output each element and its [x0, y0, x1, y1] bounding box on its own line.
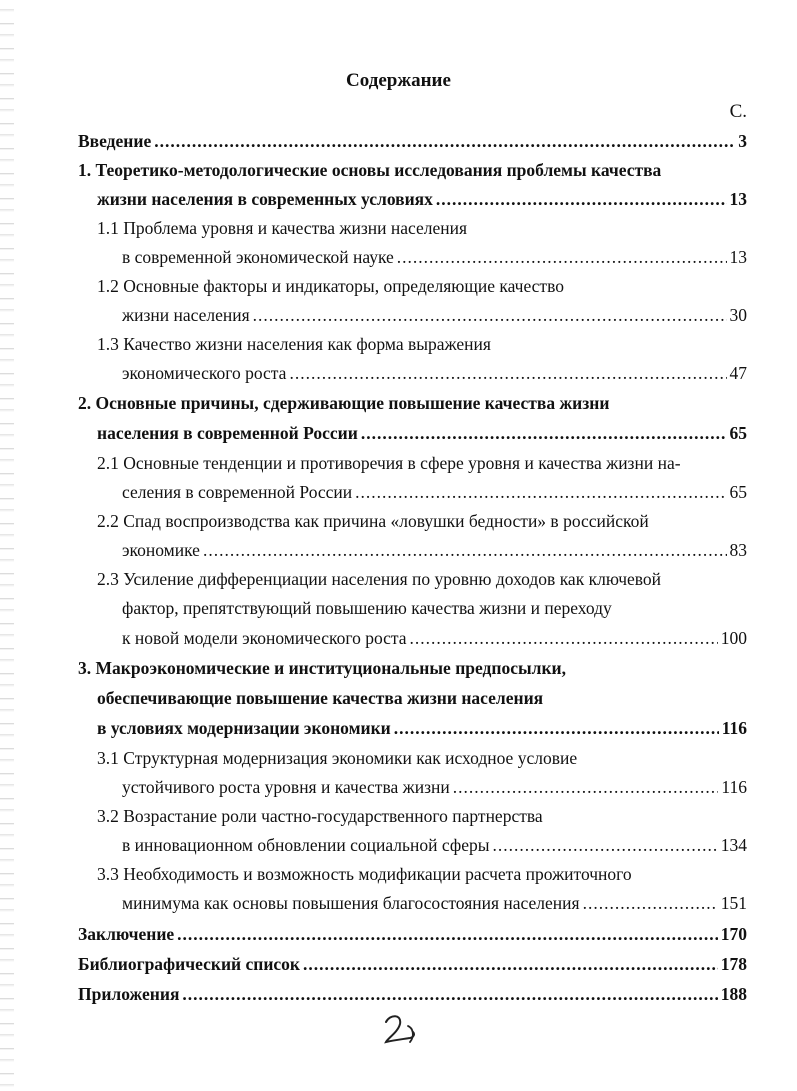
toc-chapter-3-continued[interactable] — [97, 684, 747, 713]
dot-leader — [410, 624, 718, 653]
toc-entry-text: жизни населения в современных условиях — [97, 189, 433, 209]
toc-entry-text: селения в современной России — [122, 482, 353, 502]
dot-leader — [397, 243, 727, 272]
toc-entry-text: 2.2 Спад воспроизводства как причина «ловушки бедности» в российской — [97, 511, 649, 531]
toc-entry-appendices[interactable] — [78, 980, 747, 1009]
toc-entry-page: 30 — [729, 305, 747, 325]
toc-section-3-2-heading[interactable] — [97, 802, 747, 831]
toc-entry-page: 13 — [729, 247, 747, 267]
toc-entry-text: 3. Макроэкономические и институциональные предпосылки, — [78, 658, 567, 678]
toc-entry-text: 3.1 Структурная модернизация экономики как исходное условие — [97, 748, 578, 768]
toc-entry-page: 47 — [729, 363, 747, 383]
dot-leader — [361, 419, 727, 448]
dot-leader — [436, 185, 727, 214]
toc-entry-page: 83 — [729, 540, 747, 560]
toc-entry-page: 170 — [720, 924, 747, 944]
toc-section-2-1[interactable] — [122, 478, 747, 507]
toc-chapter-2-heading[interactable] — [78, 389, 747, 418]
toc-entry-introduction[interactable] — [78, 127, 747, 156]
toc-entry-text: 2.3 Усиление дифференциации населения по уровню доходов как ключевой — [97, 569, 662, 589]
toc-section-3-2[interactable] — [122, 831, 747, 860]
toc-entry-text: 1.1 Проблема уровня и качества жизни населения — [97, 218, 468, 238]
page-column-label: С. — [729, 101, 747, 122]
toc-section-1-2-heading[interactable] — [97, 272, 747, 301]
toc-section-1-2[interactable] — [122, 301, 747, 330]
toc-entry-page: 100 — [720, 628, 747, 648]
toc-entry-text: Заключение — [78, 924, 175, 944]
toc-entry-page: 134 — [720, 835, 747, 855]
toc-entry-page: 65 — [729, 423, 747, 443]
dot-leader — [303, 950, 718, 979]
toc-entry-text: Библиографический список — [78, 954, 301, 974]
toc-entry-text: устойчивого роста уровня и качества жизни — [122, 777, 450, 797]
handwritten-page-number-mark — [380, 1012, 420, 1048]
toc-entry-text: населения в современной России — [97, 423, 358, 443]
toc-entry-page: 178 — [720, 954, 747, 974]
toc-entry-text: 1.3 Качество жизни населения как форма выражения — [97, 334, 491, 354]
toc-entry-text: фактор, препятствующий повышению качества жизни и переходу — [122, 598, 612, 618]
toc-entry-text: 1. Теоретико-методологические основы исследования проблемы качества — [78, 160, 662, 180]
toc-section-3-3-heading[interactable] — [97, 860, 747, 889]
toc-entry-text: 1.2 Основные факторы и индикаторы, определяющие качество — [97, 276, 564, 296]
toc-entry-text: 3.3 Необходимость и возможность модификации расчета прожиточного — [97, 864, 632, 884]
toc-chapter-1-heading[interactable] — [78, 156, 747, 185]
toc-entry-text: 2.1 Основные тенденции и противоречия в сфере уровня и качества жизни на- — [97, 453, 681, 473]
toc-entry-text: к новой модели экономического роста — [122, 628, 407, 648]
dot-leader — [289, 359, 726, 388]
toc-section-2-3-continued[interactable] — [122, 594, 747, 623]
dot-leader — [203, 536, 727, 565]
toc-entry-text: в современной экономической науке — [122, 247, 394, 267]
scan-edge-artifact — [0, 0, 14, 1091]
toc-section-2-1-heading[interactable] — [97, 449, 747, 478]
toc-chapter-1[interactable] — [97, 185, 747, 214]
toc-section-3-1-heading[interactable] — [97, 744, 747, 773]
toc-entry-text: минимума как основы повышения благосостояния населения — [122, 893, 580, 913]
toc-entry-text: Введение — [78, 131, 152, 151]
dot-leader — [154, 127, 735, 156]
dot-leader — [453, 773, 719, 802]
toc-section-2-2[interactable] — [122, 536, 747, 565]
toc-entry-text: обеспечивающие повышение качества жизни населения — [97, 688, 544, 708]
page-title: Содержание — [346, 70, 451, 91]
toc-entry-text: в условиях модернизации экономики — [97, 718, 391, 738]
toc-entry-page: 151 — [720, 893, 747, 913]
toc-entry-page: 116 — [721, 718, 747, 738]
toc-entry-text: Приложения — [78, 984, 180, 1004]
toc-chapter-2[interactable] — [97, 419, 747, 448]
dot-leader — [583, 889, 718, 918]
toc-entry-text: экономике — [122, 540, 200, 560]
toc-chapter-3[interactable] — [97, 714, 747, 743]
toc-section-1-1-heading[interactable] — [97, 214, 747, 243]
toc-section-3-1[interactable] — [122, 773, 747, 802]
toc-entry-page: 65 — [729, 482, 747, 502]
toc-entry-page: 13 — [729, 189, 747, 209]
toc-section-1-1[interactable] — [122, 243, 747, 272]
dot-leader — [182, 980, 717, 1009]
toc-entry-text: в инновационном обновлении социальной сферы — [122, 835, 490, 855]
toc-section-1-3[interactable] — [122, 359, 747, 388]
toc-section-2-3[interactable] — [122, 624, 747, 653]
toc-section-2-3-heading[interactable] — [97, 565, 747, 594]
toc-entry-page: 116 — [721, 777, 747, 797]
toc-entry-page: 188 — [720, 984, 747, 1004]
toc-section-2-2-heading[interactable] — [97, 507, 747, 536]
toc-chapter-3-heading[interactable] — [78, 654, 747, 683]
dot-leader — [253, 301, 727, 330]
toc-entry-text: экономического роста — [122, 363, 287, 383]
toc-section-1-3-heading[interactable] — [97, 330, 747, 359]
toc-entry-bibliography[interactable] — [78, 950, 747, 979]
dot-leader — [394, 714, 719, 743]
dot-leader — [177, 920, 718, 949]
toc-entry-page: 3 — [738, 131, 747, 151]
dot-leader — [492, 831, 717, 860]
toc-entry-text: 3.2 Возрастание роли частно-государственного партнерства — [97, 806, 543, 826]
toc-entry-text: 2. Основные причины, сдерживающие повышение качества жизни — [78, 393, 610, 413]
toc-entry-conclusion[interactable] — [78, 920, 747, 949]
toc-entry-text: жизни населения — [122, 305, 250, 325]
dot-leader — [355, 478, 726, 507]
toc-section-3-3[interactable] — [122, 889, 747, 918]
